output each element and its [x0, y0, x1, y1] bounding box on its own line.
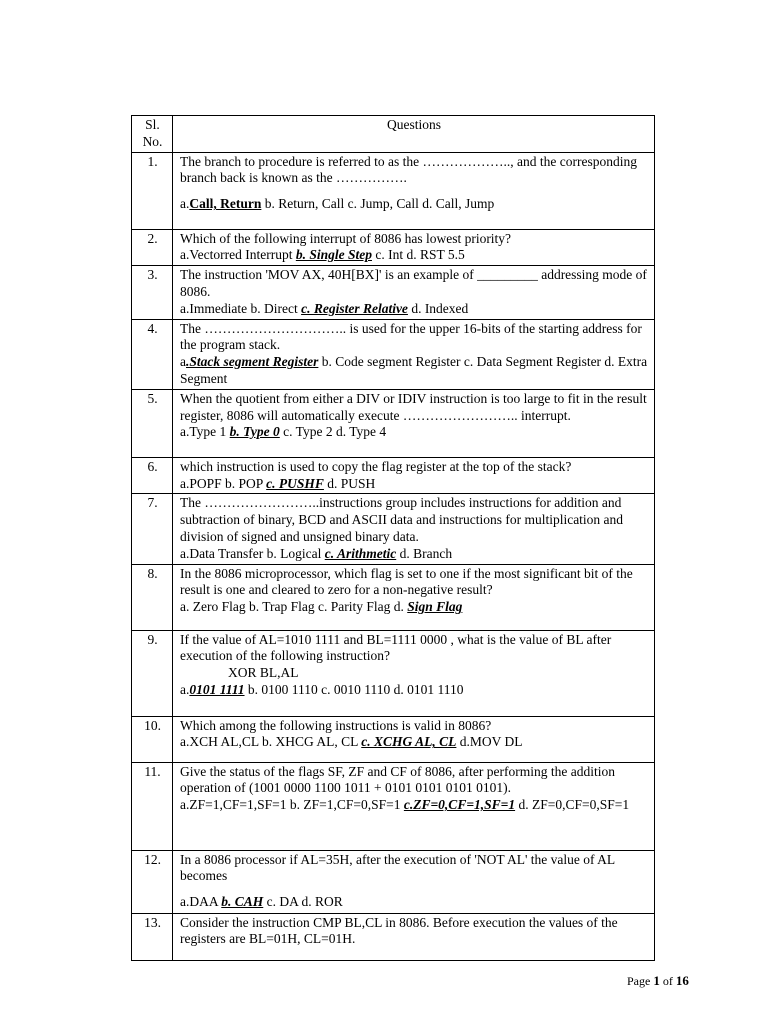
question-row	[132, 389, 655, 457]
options-before: a.XCH AL,CL b. XHCG AL, CL	[180, 734, 362, 750]
page-label: Page	[627, 974, 654, 988]
question-options	[180, 734, 648, 751]
question-number: 2.	[132, 229, 173, 266]
other-options: d. Branch	[396, 545, 453, 561]
question-row	[132, 494, 655, 564]
correct-answer: c. Arithmetic	[324, 545, 397, 561]
options-before: a. Zero Flag b. Trap Flag c. Parity Flag d.	[180, 599, 408, 615]
correct-answer: b. CAH	[221, 894, 264, 910]
question-cell	[173, 762, 655, 850]
options-before: a.DAA	[180, 894, 222, 910]
question-row	[132, 564, 655, 630]
question-cell	[173, 229, 655, 266]
other-options: d. PUSH	[323, 475, 376, 491]
option-a: a.Vectorred Interrupt	[180, 247, 296, 263]
question-cell	[173, 913, 655, 960]
correct-answer: c. PUSHF	[266, 475, 324, 491]
question-stem: When the quotient from either a DIV or IDIV instruction is too large to fit in the result register, 8086 will automatically execute …………………….. interrupt.	[180, 390, 647, 423]
table-header-row	[132, 116, 655, 153]
question-cell	[173, 716, 655, 762]
other-options: d. Indexed	[407, 300, 469, 316]
correct-answer: Call, Return	[189, 196, 262, 212]
question-stem: Consider the instruction CMP BL,CL in 8086. Before execution the values of the registers are BL=01H, CL=01H.	[180, 914, 618, 947]
other-options: d.MOV DL	[456, 734, 523, 750]
correct-answer: c.ZF=0,CF=1,SF=1	[403, 797, 516, 813]
header-questions: Questions	[173, 116, 655, 153]
other-options: d. ZF=0,CF=0,SF=1	[515, 797, 630, 813]
page-number	[627, 973, 689, 989]
question-cell	[173, 319, 655, 389]
options-before: a.ZF=1,CF=1,SF=1 b. ZF=1,CF=0,SF=1	[180, 797, 404, 813]
question-stem: The ………………………….. is used for the upper 16-bits of the starting address for the program stack.	[180, 320, 642, 353]
question-row	[132, 716, 655, 762]
question-number: 1.	[132, 152, 173, 229]
question-cell	[173, 494, 655, 564]
question-number: 5.	[132, 389, 173, 457]
question-number: 6.	[132, 457, 173, 494]
question-options	[180, 301, 648, 318]
question-row	[132, 457, 655, 494]
question-cell	[173, 152, 655, 229]
question-stem: The instruction 'MOV AX, 40H[BX]' is an example of _________ addressing mode of 8086.	[180, 267, 647, 299]
options-before: a.Type 1	[180, 424, 230, 440]
question-options	[180, 682, 648, 699]
question-stem: The ……………………..instructions group includes instructions for addition and subtraction of binary, BCD and ASCII data and instructions for multiplication and division of signed and unsigned binary data.	[180, 495, 624, 544]
correct-answer: .Stack segment Register	[186, 354, 319, 370]
other-options: b. Code segment Register c. Data Segment Register d. Extra Segment	[180, 354, 648, 386]
current-page: 1	[653, 973, 660, 988]
question-row	[132, 266, 655, 319]
question-cell	[173, 457, 655, 494]
correct-answer: b. Type 0	[229, 424, 280, 440]
question-cell	[173, 850, 655, 913]
option-prefix: a	[180, 354, 186, 370]
question-row	[132, 319, 655, 389]
question-row	[132, 762, 655, 850]
question-table	[131, 115, 655, 961]
instruction-text: XOR BL,AL	[228, 665, 299, 681]
question-cell	[173, 266, 655, 319]
other-options: b. 0100 1110 c. 0010 1110 d. 0101 1110	[244, 681, 464, 697]
question-number: 13.	[132, 913, 173, 960]
question-options	[180, 599, 648, 616]
question-options	[180, 354, 648, 388]
correct-answer: Sign Flag	[407, 599, 463, 615]
question-stem: Give the status of the flags SF, ZF and CF of 8086, after performing the addition operation of (1001 0000 1100 1011 + 0101 0101 0101 0101).	[180, 763, 615, 796]
question-cell	[173, 564, 655, 630]
question-options	[180, 247, 648, 264]
question-number: 8.	[132, 564, 173, 630]
options-before: a.Data Transfer b. Logical	[180, 545, 325, 561]
correct-answer: c. Register Relative	[301, 300, 408, 316]
other-options: c. Int d. RST 5.5	[371, 247, 465, 263]
option-prefix: a.	[180, 196, 190, 212]
question-number: 9.	[132, 630, 173, 716]
question-row	[132, 229, 655, 266]
question-cell	[173, 389, 655, 457]
header-serial-no: Sl. No.	[132, 116, 173, 153]
correct-answer: c. XCHG AL, CL	[361, 734, 457, 750]
question-row	[132, 913, 655, 960]
correct-answer: b. Single Step	[295, 247, 372, 263]
question-number: 11.	[132, 762, 173, 850]
question-row	[132, 152, 655, 229]
options-before: a.Immediate b. Direct	[180, 300, 302, 316]
question-stem: Which among the following instructions is valid in 8086?	[180, 717, 492, 733]
question-row	[132, 630, 655, 716]
question-stem: If the value of AL=1010 1111 and BL=1111 0000 , what is the value of BL after execution of the following instruction?	[180, 631, 612, 664]
options-before: a.POPF b. POP	[180, 475, 267, 491]
other-options: c. Type 2 d. Type 4	[279, 424, 387, 440]
option-prefix: a.	[180, 681, 190, 697]
question-stem: which instruction is used to copy the flag register at the top of the stack?	[180, 458, 572, 474]
question-row	[132, 850, 655, 913]
of-label: of	[659, 974, 676, 988]
total-pages: 16	[675, 973, 689, 988]
question-options	[180, 797, 648, 814]
question-stem: The branch to procedure is referred to as the ……………….., and the corresponding branch back is known as the …………….	[180, 153, 637, 186]
other-options: c. DA d. ROR	[263, 894, 343, 910]
question-number: 4.	[132, 319, 173, 389]
question-number: 3.	[132, 266, 173, 319]
question-number: 10.	[132, 716, 173, 762]
question-stem: In a 8086 processor if AL=35H, after the execution of 'NOT AL' the value of AL becomes	[180, 851, 615, 884]
question-options	[180, 476, 648, 493]
other-options: b. Return, Call c. Jump, Call d. Call, Jump	[261, 196, 495, 212]
question-number: 12.	[132, 850, 173, 913]
question-number: 7.	[132, 494, 173, 564]
question-options	[180, 894, 648, 911]
question-options	[180, 196, 648, 213]
question-stem: In the 8086 microprocessor, which flag is set to one if the most significant bit of the result is one and cleared to zero for a non-negative result?	[180, 565, 633, 598]
correct-answer: 0101 1111	[189, 681, 245, 697]
question-cell	[173, 630, 655, 716]
question-options	[180, 546, 648, 563]
question-stem: Which of the following interrupt of 8086 has lowest priority?	[180, 230, 512, 246]
question-options	[180, 424, 648, 441]
